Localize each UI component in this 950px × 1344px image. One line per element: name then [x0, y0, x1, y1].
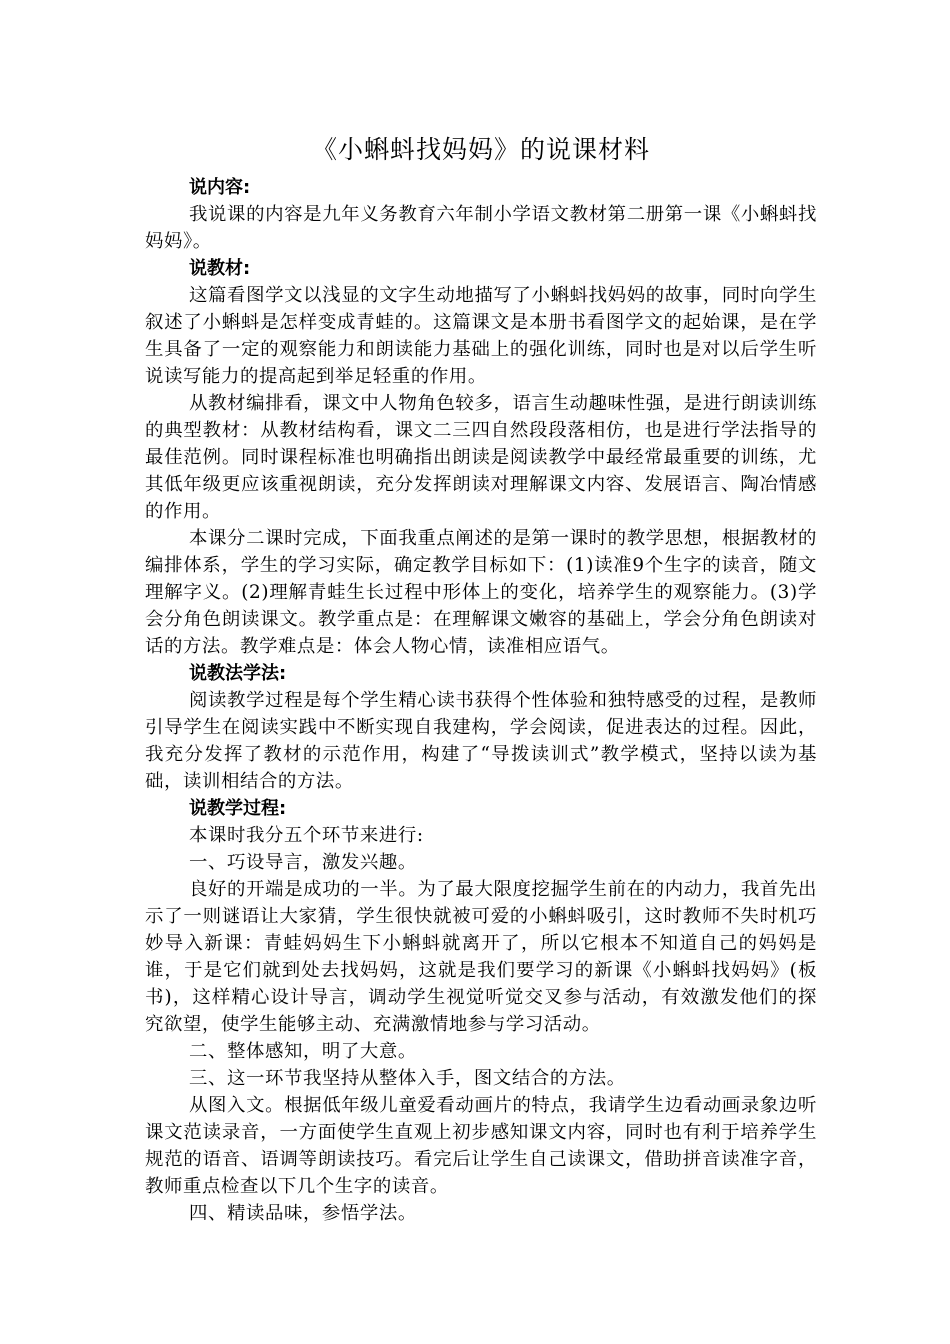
paragraph: 四、精读品味，参悟学法。: [189, 1203, 417, 1224]
section-heading-process: 说教学过程:: [189, 798, 287, 819]
paragraph: 良好的开端是成功的一半。为了最大限度挖掘学生前在的内动力，我首先出示了一则谜语让大家猜，学生很快就被可爱的小蝌蚪吸引，这时教师不失时机巧妙导入新课：青蛙妈妈生下小蝌蚪就离开了，所以它根本不知道自己的妈妈是谁，于是它们就到处去找妈妈，这就是我们要学习的新课《小蝌蚪找妈妈》(板书)，这样精心设计导言，调动学生视觉听觉交叉参与活动，有效激发他们的探究欲望，使学生能够主动、充满激情地参与学习活动。: [145, 879, 817, 1035]
page-title: 《小蝌蚪找妈妈》的说课材料: [311, 135, 650, 164]
paragraph: 这篇看图学文以浅显的文字生动地描写了小蝌蚪找妈妈的故事，同时向学生叙述了小蝌蚪是怎样变成青蛙的。这篇课文是本册书看图学文的起始课，是在学生具备了一定的观察能力和朗读能力基础上的强化训练，同时也是对以后学生听说读写能力的提高起到举足轻重的作用。: [145, 285, 817, 387]
section-methods: [145, 660, 817, 795]
paragraph: 三、这一环节我坚持从整体入手，图文结合的方法。: [189, 1068, 626, 1089]
paragraph: 二、整体感知，明了大意。: [189, 1041, 417, 1062]
paragraph: 阅读教学过程是每个学生精心读书获得个性体验和独特感受的过程，是教师引导学生在阅读实践中不断实现自我建构，学会阅读，促进表达的过程。因此，我充分发挥了教材的示范作用，构建了“导拨读训式”教学模式，坚持以读为基础，读训相结合的方法。: [145, 690, 817, 792]
section-textbook: [145, 255, 817, 660]
paragraph: 本课时我分五个环节来进行:: [189, 825, 424, 846]
document-page: [145, 132, 817, 1227]
section-process: [145, 795, 817, 1227]
section-content: [145, 174, 817, 255]
section-heading-textbook: 说教材:: [189, 258, 251, 279]
section-heading-methods: 说教法学法:: [189, 663, 287, 684]
paragraph: 本课分二课时完成，下面我重点阐述的是第一课时的教学思想，根据教材的编排体系，学生的学习实际，确定教学目标如下：(1)读准9个生字的读音，随文理解字义。(2)理解青蛙生长过程中形体上的变化，培养学生的观察能力。(3)学会分角色朗读课文。教学重点是：在理解课文嫩容的基础上，学会分角色朗读对话的方法。教学难点是：体会人物心情，读准相应语气。: [145, 528, 817, 657]
section-heading-content: 说内容:: [189, 177, 251, 198]
paragraph: 我说课的内容是九年义务教育六年制小学语文教材第二册第一课《小蝌蚪找妈妈》。: [145, 204, 817, 252]
paragraph: 一、巧设导言，激发兴趣。: [189, 852, 417, 873]
paragraph: 从图入文。根据低年级儿童爱看动画片的特点，我请学生边看动画录象边听课文范读录音，一方面使学生直观上初步感知课文内容，同时也有利于培养学生规范的语音、语调等朗读技巧。看完后让学生自己读课文，借助拼音读准字音，教师重点检查以下几个生字的读音。: [145, 1095, 817, 1197]
paragraph: 从教材编排看，课文中人物角色较多，语言生动趣味性强，是进行朗读训练的典型教材：从教材结构看，课文二三四自然段段落相仿，也是进行学法指导的最佳范例。同时课程标准也明确指出朗读是阅读教学中最经常最重要的训练，尤其低年级更应该重视朗读，充分发挥朗读对理解课文内容、发展语言、陶冶情感的作用。: [145, 393, 817, 522]
